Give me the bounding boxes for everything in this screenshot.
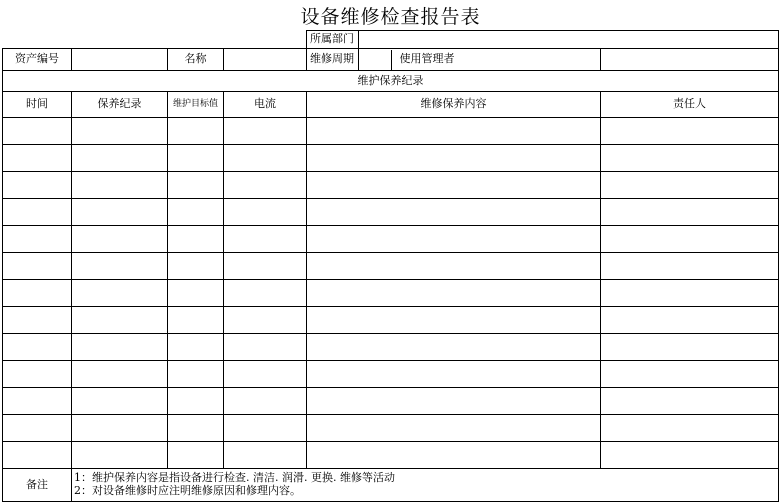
maintenance-record-cell[interactable] bbox=[72, 280, 168, 307]
time-cell[interactable] bbox=[3, 388, 72, 415]
responsible-cell[interactable] bbox=[601, 172, 779, 199]
table-row bbox=[3, 334, 779, 361]
section-title-row bbox=[3, 71, 779, 92]
remarks-row bbox=[3, 469, 779, 502]
table-row bbox=[3, 415, 779, 442]
content-cell[interactable] bbox=[307, 226, 601, 253]
responsible-cell[interactable] bbox=[601, 307, 779, 334]
target-value-cell[interactable] bbox=[168, 280, 224, 307]
content-cell[interactable] bbox=[307, 307, 601, 334]
current-cell[interactable] bbox=[224, 307, 307, 334]
table-row bbox=[3, 199, 779, 226]
remarks-content bbox=[72, 469, 779, 502]
content-cell[interactable] bbox=[307, 361, 601, 388]
table-row bbox=[3, 280, 779, 307]
maintenance-record-cell[interactable] bbox=[72, 388, 168, 415]
column-header-maintenance-record: 保养纪录 bbox=[72, 92, 168, 118]
current-cell[interactable] bbox=[224, 199, 307, 226]
maintenance-record-cell[interactable] bbox=[72, 442, 168, 469]
maintenance-record-cell[interactable] bbox=[72, 118, 168, 145]
target-value-cell[interactable] bbox=[168, 307, 224, 334]
table-row bbox=[3, 172, 779, 199]
time-cell[interactable] bbox=[3, 199, 72, 226]
target-value-cell[interactable] bbox=[168, 145, 224, 172]
current-cell[interactable] bbox=[224, 388, 307, 415]
content-cell[interactable] bbox=[307, 199, 601, 226]
target-value-cell[interactable] bbox=[168, 172, 224, 199]
current-cell[interactable] bbox=[224, 118, 307, 145]
asset-no-field[interactable] bbox=[72, 49, 168, 71]
content-cell[interactable] bbox=[307, 145, 601, 172]
content-cell[interactable] bbox=[307, 334, 601, 361]
responsible-cell[interactable] bbox=[601, 145, 779, 172]
remarks-label: 备注 bbox=[3, 469, 72, 502]
report-title: 设备维修检查报告表 bbox=[300, 5, 481, 28]
target-value-cell[interactable] bbox=[168, 442, 224, 469]
table-row bbox=[3, 361, 779, 388]
current-cell[interactable] bbox=[224, 253, 307, 280]
current-cell[interactable] bbox=[224, 334, 307, 361]
time-cell[interactable] bbox=[3, 442, 72, 469]
department-label: 所属部门 bbox=[307, 31, 359, 49]
record-rows bbox=[3, 118, 779, 469]
manager-field[interactable] bbox=[601, 49, 779, 71]
department-field[interactable] bbox=[359, 31, 779, 49]
responsible-cell[interactable] bbox=[601, 280, 779, 307]
responsible-cell[interactable] bbox=[601, 118, 779, 145]
cycle-field-and-manager bbox=[359, 49, 601, 71]
maintenance-record-cell[interactable] bbox=[72, 307, 168, 334]
target-value-cell[interactable] bbox=[168, 361, 224, 388]
column-header-responsible: 责任人 bbox=[601, 92, 779, 118]
content-cell[interactable] bbox=[307, 442, 601, 469]
current-cell[interactable] bbox=[224, 280, 307, 307]
target-value-cell[interactable] bbox=[168, 334, 224, 361]
target-value-cell[interactable] bbox=[168, 388, 224, 415]
manager-label: 使用管理者 bbox=[399, 52, 455, 66]
current-cell[interactable] bbox=[224, 442, 307, 469]
time-cell[interactable] bbox=[3, 226, 72, 253]
responsible-cell[interactable] bbox=[601, 361, 779, 388]
responsible-cell[interactable] bbox=[601, 415, 779, 442]
name-label: 名称 bbox=[168, 49, 224, 71]
target-value-cell[interactable] bbox=[168, 226, 224, 253]
content-cell[interactable] bbox=[307, 280, 601, 307]
content-cell[interactable] bbox=[307, 388, 601, 415]
time-cell[interactable] bbox=[3, 415, 72, 442]
content-cell[interactable] bbox=[307, 253, 601, 280]
maintenance-record-cell[interactable] bbox=[72, 334, 168, 361]
maintenance-record-cell[interactable] bbox=[72, 253, 168, 280]
current-cell[interactable] bbox=[224, 226, 307, 253]
content-cell[interactable] bbox=[307, 118, 601, 145]
target-value-cell[interactable] bbox=[168, 415, 224, 442]
table-row bbox=[3, 118, 779, 145]
maintenance-record-cell[interactable] bbox=[72, 145, 168, 172]
content-cell[interactable] bbox=[307, 172, 601, 199]
table-row bbox=[3, 145, 779, 172]
target-value-cell[interactable] bbox=[168, 253, 224, 280]
time-cell[interactable] bbox=[3, 280, 72, 307]
blank-cell bbox=[3, 31, 307, 49]
time-cell[interactable] bbox=[3, 118, 72, 145]
name-field[interactable] bbox=[224, 49, 307, 71]
table-row bbox=[3, 442, 779, 469]
table-row bbox=[3, 226, 779, 253]
time-cell[interactable] bbox=[3, 361, 72, 388]
remark-line-1: 1：维护保养内容是指设备进行检查. 清洁. 润滑. 更换. 维修等活动 bbox=[74, 471, 395, 485]
target-value-cell[interactable] bbox=[168, 118, 224, 145]
responsible-cell[interactable] bbox=[601, 226, 779, 253]
time-cell[interactable] bbox=[3, 307, 72, 334]
responsible-cell[interactable] bbox=[601, 334, 779, 361]
responsible-cell[interactable] bbox=[601, 442, 779, 469]
content-cell[interactable] bbox=[307, 415, 601, 442]
column-header-content: 维修保养内容 bbox=[307, 92, 601, 118]
time-cell[interactable] bbox=[3, 334, 72, 361]
table-row bbox=[3, 307, 779, 334]
column-header-target-value: 维护目标值 bbox=[168, 92, 224, 118]
responsible-cell[interactable] bbox=[601, 388, 779, 415]
remark-line-2: 2：对设备维修时应注明维修原因和修理内容。 bbox=[74, 484, 301, 497]
current-cell[interactable] bbox=[224, 172, 307, 199]
table-row bbox=[3, 388, 779, 415]
time-cell[interactable] bbox=[3, 172, 72, 199]
table-row bbox=[3, 253, 779, 280]
info-row bbox=[3, 49, 779, 71]
maintenance-record-cell[interactable] bbox=[72, 361, 168, 388]
report-table bbox=[2, 30, 779, 502]
cycle-label: 维修周期 bbox=[307, 49, 359, 71]
cycle-field[interactable] bbox=[359, 50, 392, 70]
department-row bbox=[3, 31, 779, 49]
current-cell[interactable] bbox=[224, 361, 307, 388]
maintenance-record-cell[interactable] bbox=[72, 199, 168, 226]
time-cell[interactable] bbox=[3, 145, 72, 172]
column-header-row bbox=[3, 92, 779, 118]
maintenance-record-cell[interactable] bbox=[72, 226, 168, 253]
responsible-cell[interactable] bbox=[601, 199, 779, 226]
column-header-current: 电流 bbox=[224, 92, 307, 118]
column-header-time: 时间 bbox=[3, 92, 72, 118]
current-cell[interactable] bbox=[224, 145, 307, 172]
responsible-cell[interactable] bbox=[601, 253, 779, 280]
current-cell[interactable] bbox=[224, 415, 307, 442]
asset-no-label: 资产编号 bbox=[3, 49, 72, 71]
target-value-cell[interactable] bbox=[168, 199, 224, 226]
section-title: 维护保养纪录 bbox=[3, 71, 779, 92]
maintenance-record-cell[interactable] bbox=[72, 172, 168, 199]
maintenance-record-cell[interactable] bbox=[72, 415, 168, 442]
time-cell[interactable] bbox=[3, 253, 72, 280]
